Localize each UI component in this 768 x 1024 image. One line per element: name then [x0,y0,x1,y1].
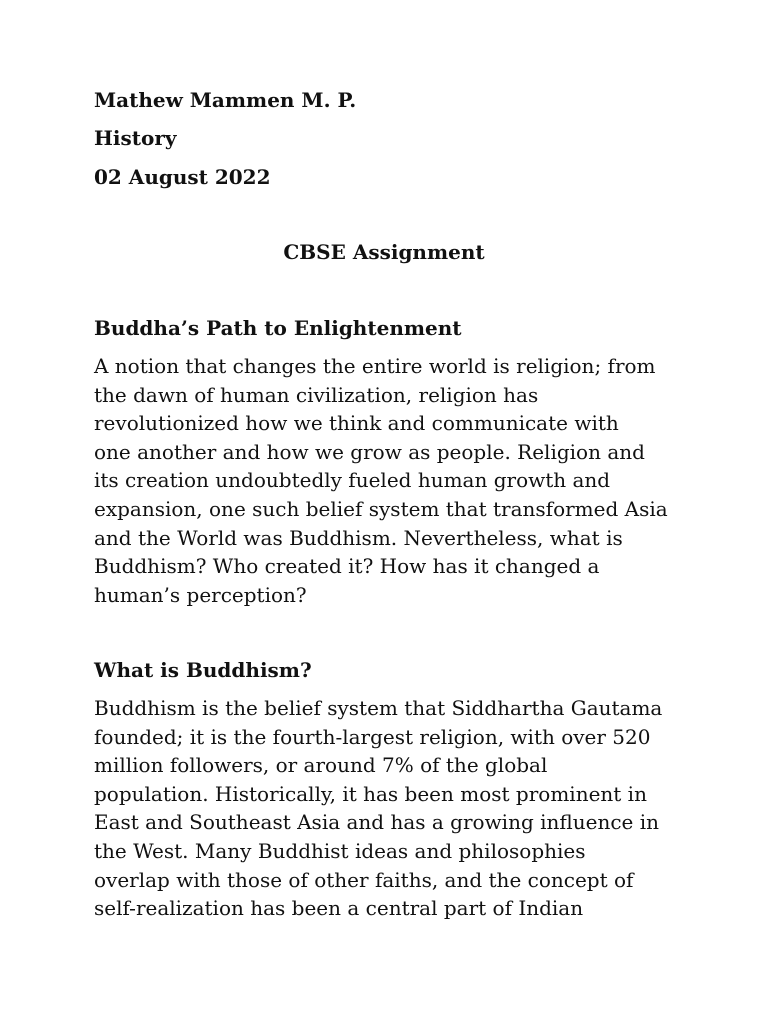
paragraph-line: self-realization has been a central part of Indian [94,896,584,921]
author-name: Mathew Mammen M. P. [94,88,357,112]
paragraph-line: million followers, or around 7% of the global [94,753,548,778]
paragraph-line: East and Southeast Asia and has a growing influence in [94,810,660,835]
date-line: 02 August 2022 [94,165,271,189]
paragraph-line: the West. Many Buddhist ideas and philosophies [94,838,586,863]
document-title: CBSE Assignment [283,240,485,264]
paragraph-line: expansion, one such belief system that transformed Asia [94,496,668,521]
paragraph-line: Buddhism is the belief system that Siddhartha Gautama [94,696,663,720]
paragraph-line: A notion that changes the entire world is religion; from [94,354,656,378]
paragraph-line: Buddhism? Who created it? How has it changed a [94,554,600,579]
subject-line: History [94,126,177,150]
paragraph-line: population. Historically, it has been most prominent in [94,781,647,806]
paragraph-line: and the World was Buddhism. Nevertheless, what is [94,525,623,550]
paragraph-intro [94,352,694,609]
paragraph-line: the dawn of human civilization, religion has [94,382,539,407]
section-heading-path: Buddha’s Path to Enlightenment [94,316,462,340]
paragraph-line: overlap with those of other faiths, and the concept of [94,867,634,892]
paragraph-line: one another and how we grow as people. Religion and [94,439,645,464]
paragraph-line: human’s perception? [94,582,307,607]
paragraph-line: its creation undoubtedly fueled human growth and [94,468,611,493]
paragraph-line: founded; it is the fourth-largest religion, with over 520 [94,724,651,749]
section-heading-what-is-buddhism: What is Buddhism? [94,658,312,682]
paragraph-buddhism [94,694,694,923]
paragraph-line: revolutionized how we think and communicate with [94,411,619,436]
